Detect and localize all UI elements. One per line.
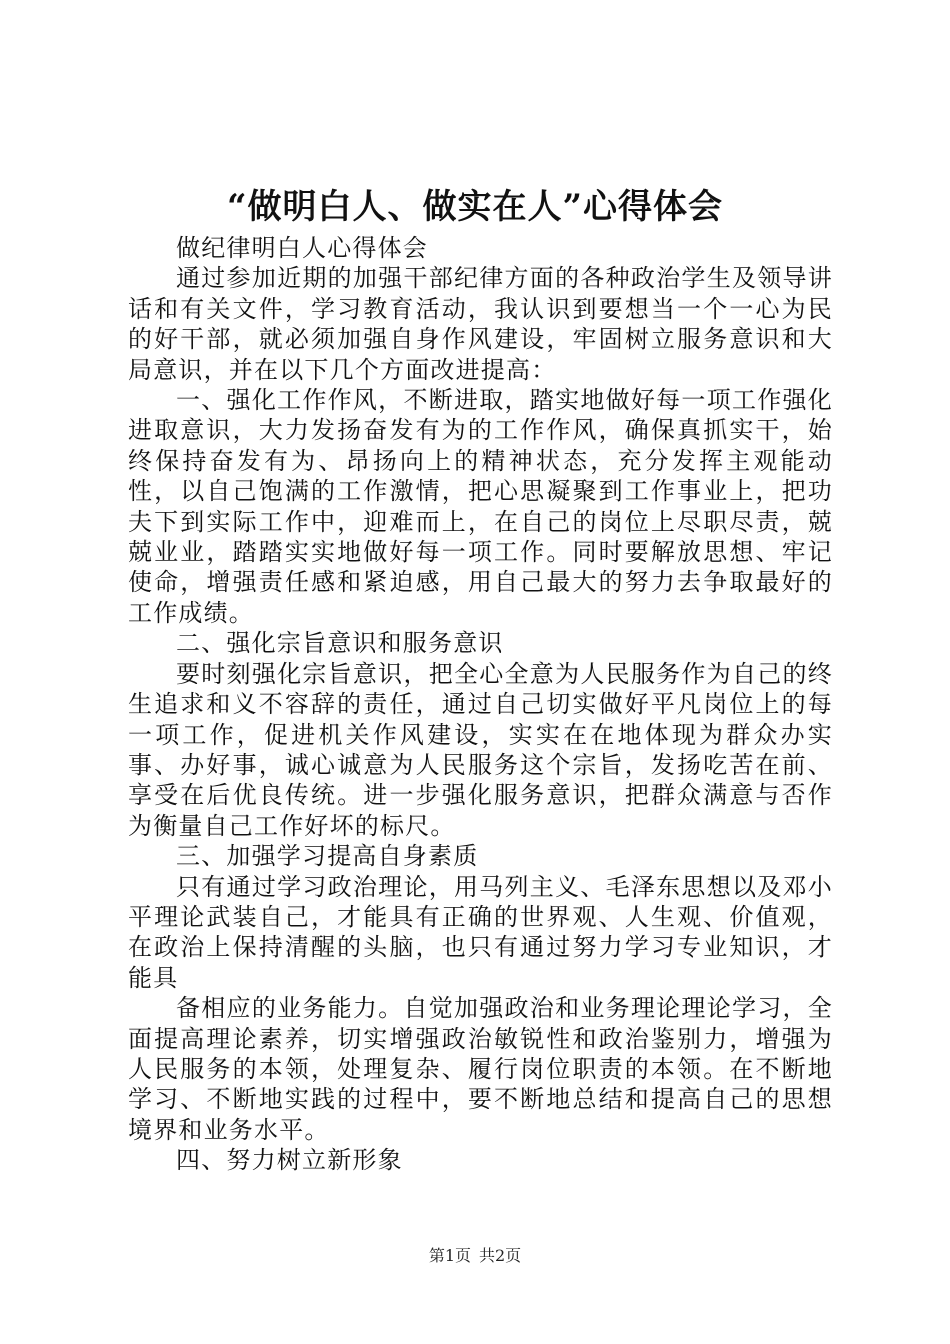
paragraph-subtitle: 做纪律明白人心得体会: [176, 234, 428, 262]
heading-section-three: 三、加强学习提高自身素质: [176, 842, 479, 871]
paragraph-section-two: 要时刻强化宗旨意识，把全心全意为人民服务作为自己的终生追求和义不容辞的责任，通过自己切实做好平凡岗位上的每一项工作，促进机关作风建设，实实在在地体现为群众办实事、办好事，诚心诚意为人民服务这个宗旨，发扬吃苦在前、享受在后优良传统。进一步强化服务意识，把群众满意与否作为衡量自己工作好坏的标尺。: [128, 659, 833, 840]
page-footer: [0, 1245, 950, 1267]
heading-section-four: 四、努力树立新形象: [176, 1146, 403, 1175]
paragraph-section-three-b: 备相应的业务能力。自觉加强政治和业务理论理论学习，全面提高理论素养，切实增强政治敏锐性和政治鉴别力，增强为人民服务的本领，处理复杂、履行岗位职责的本领。在不断地学习、不断地实践的过程中，要不断地总结和提高自己的思想境界和业务水平。: [128, 994, 833, 1144]
heading-section-two: 二、强化宗旨意识和服务意识: [176, 629, 504, 658]
page-number: 第1页: [428, 1246, 471, 1265]
document-body: [128, 233, 833, 1176]
page-total: 共2页: [479, 1246, 522, 1265]
document-title: “做明白人、做实在人”心得体会: [226, 187, 724, 227]
paragraph-section-one: 一、强化工作作风，不断进取，踏实地做好每一项工作强化进取意识，大力发扬奋发有为的工作作风，确保真抓实干，始终保持奋发有为、昂扬向上的精神状态，充分发挥主观能动性，以自己饱满的工作激情，把心思凝聚到工作事业上，把功夫下到实际工作中，迎难而上，在自己的岗位上尽职尽责，兢兢业业，踏踏实实地做好每一项工作。同时要解放思想、牢记使命，增强责任感和紧迫感，用自己最大的努力去争取最好的工作成绩。: [128, 386, 833, 627]
paragraph-intro: 通过参加近期的加强干部纪律方面的各种政治学生及领导讲话和有关文件，学习教育活动，我认识到要想当一个一心为民的好干部，就必须加强自身作风建设，牢固树立服务意识和大局意识，并在以下几个方面改进提高：: [128, 264, 833, 384]
paragraph-section-three-a: 只有通过学习政治理论，用马列主义、毛泽东思想以及邓小平理论武装自己，才能具有正确的世界观、人生观、价值观，在政治上保持清醒的头脑，也只有通过努力学习专业知识，才能具: [128, 872, 833, 992]
